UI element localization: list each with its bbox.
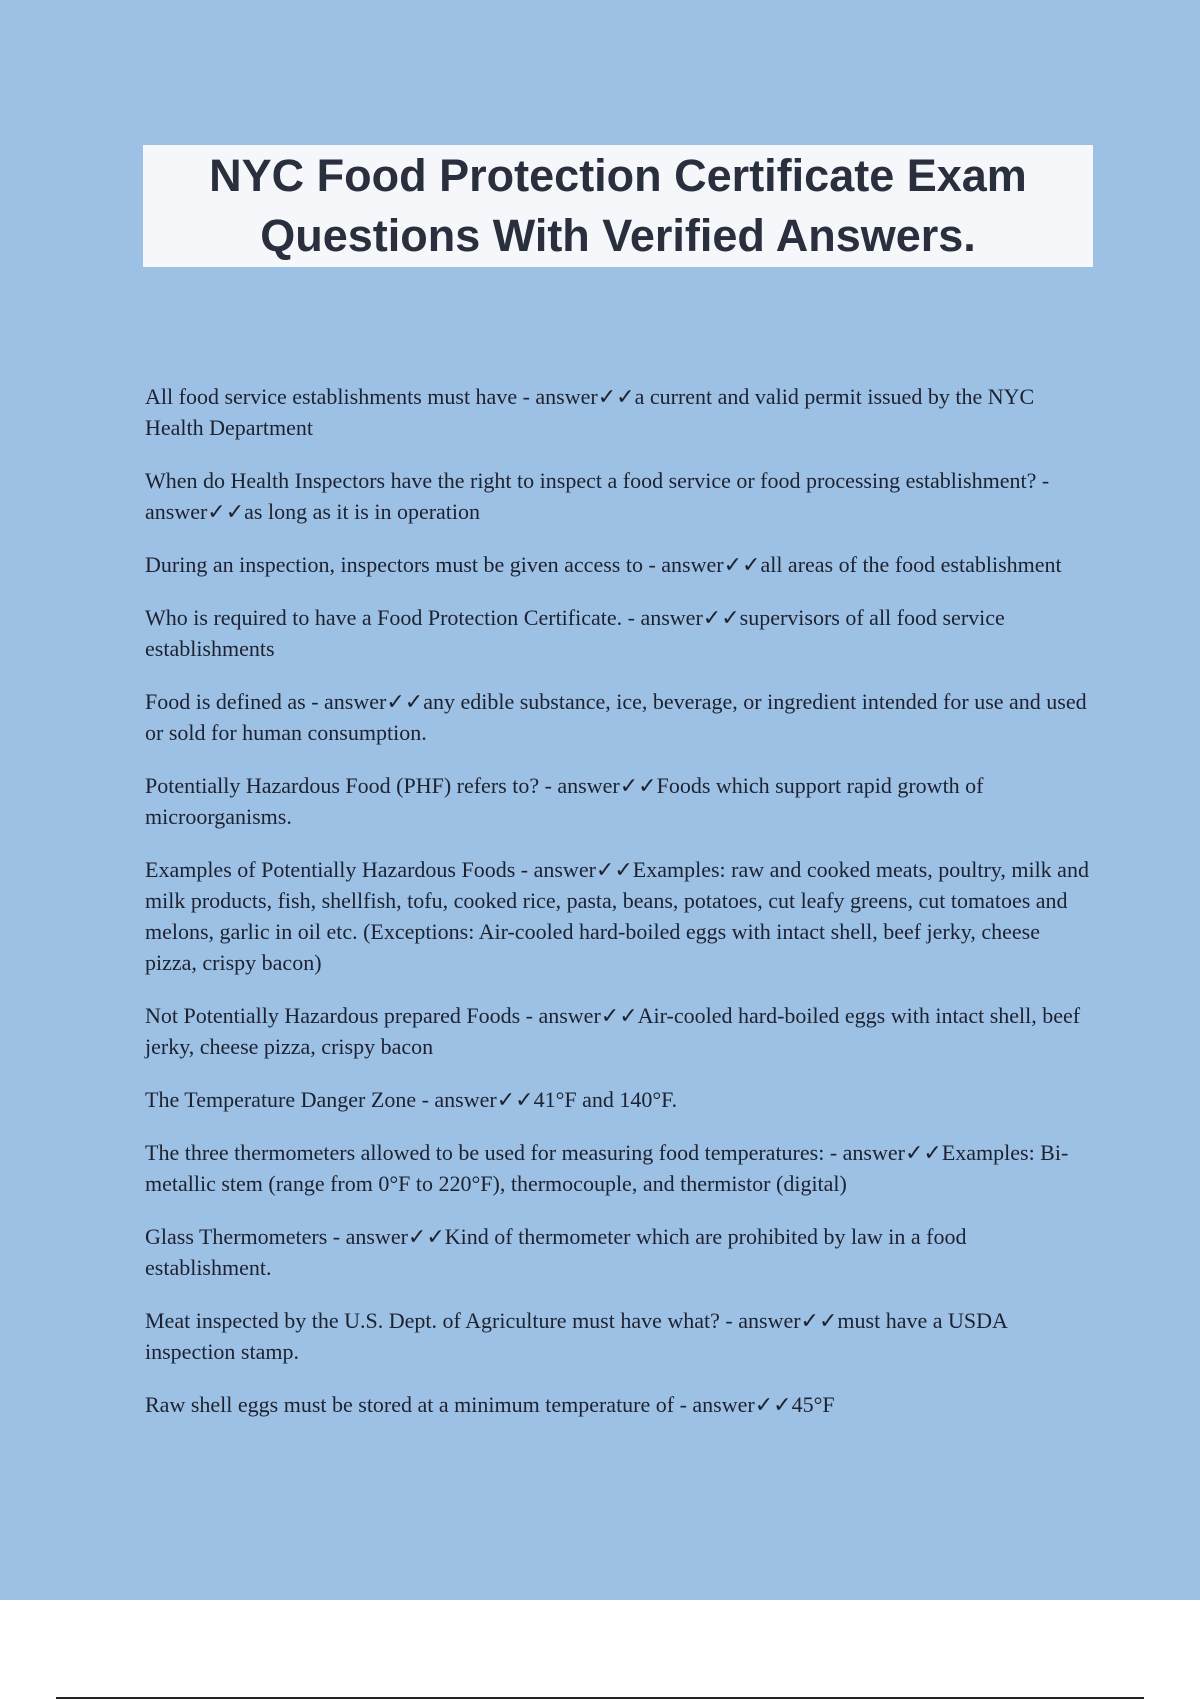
- qa-item: Glass Thermometers - answer✓✓Kind of thermometer which are prohibited by law in a food establishment.: [145, 1224, 967, 1280]
- qa-item: Food is defined as - answer✓✓any edible substance, ice, beverage, or ingredient intended for use and used or sold for human consumption.: [145, 689, 1087, 745]
- qa-item: During an inspection, inspectors must be given access to - answer✓✓all areas of the food establishment: [145, 552, 1062, 577]
- qa-item: Potentially Hazardous Food (PHF) refers to? - answer✓✓Foods which support rapid growth of microorganisms.: [145, 773, 984, 829]
- page-title-line-2: Questions With Verified Answers.: [260, 210, 976, 261]
- footer-divider: [56, 1697, 1144, 1699]
- qa-item: Not Potentially Hazardous prepared Foods - answer✓✓Air-cooled hard-boiled eggs with intact shell, beef jerky, cheese pizza, crispy bacon: [145, 1003, 1081, 1059]
- qa-item: Raw shell eggs must be stored at a minimum temperature of - answer✓✓45°F: [145, 1392, 835, 1417]
- qa-item: The three thermometers allowed to be used for measuring food temperatures: - answer✓✓Examples: Bi-metallic stem (range from 0°F to 220°F), thermocouple, and thermistor (digital): [145, 1140, 1069, 1196]
- qa-item: Examples of Potentially Hazardous Foods - answer✓✓Examples: raw and cooked meats, poultry, milk and milk products, fish, shellfish, tofu, cooked rice, pasta, beans, potatoes, cut leafy greens, cut tomatoes and melons, garlic in oil etc. (Exceptions: Air-cooled hard-boiled eggs with intact shell, beef jerky, cheese pizza, crispy bacon): [145, 857, 1089, 975]
- qa-item: The Temperature Danger Zone - answer✓✓41°F and 140°F.: [145, 1087, 678, 1112]
- page-title-line-1: NYC Food Protection Certificate Exam: [209, 150, 1027, 201]
- qa-item: When do Health Inspectors have the right to inspect a food service or food processing establishment? - answer✓✓as long as it is in operation: [145, 468, 1050, 524]
- qa-list: [145, 359, 1095, 1438]
- title-banner: [143, 145, 1093, 267]
- qa-item: Meat inspected by the U.S. Dept. of Agriculture must have what? - answer✓✓must have a USDA inspection stamp.: [145, 1308, 1007, 1364]
- qa-item: Who is required to have a Food Protection Certificate. - answer✓✓supervisors of all food service establishments: [145, 605, 1005, 661]
- qa-item: All food service establishments must have - answer✓✓a current and valid permit issued by the NYC Health Department: [145, 384, 1035, 440]
